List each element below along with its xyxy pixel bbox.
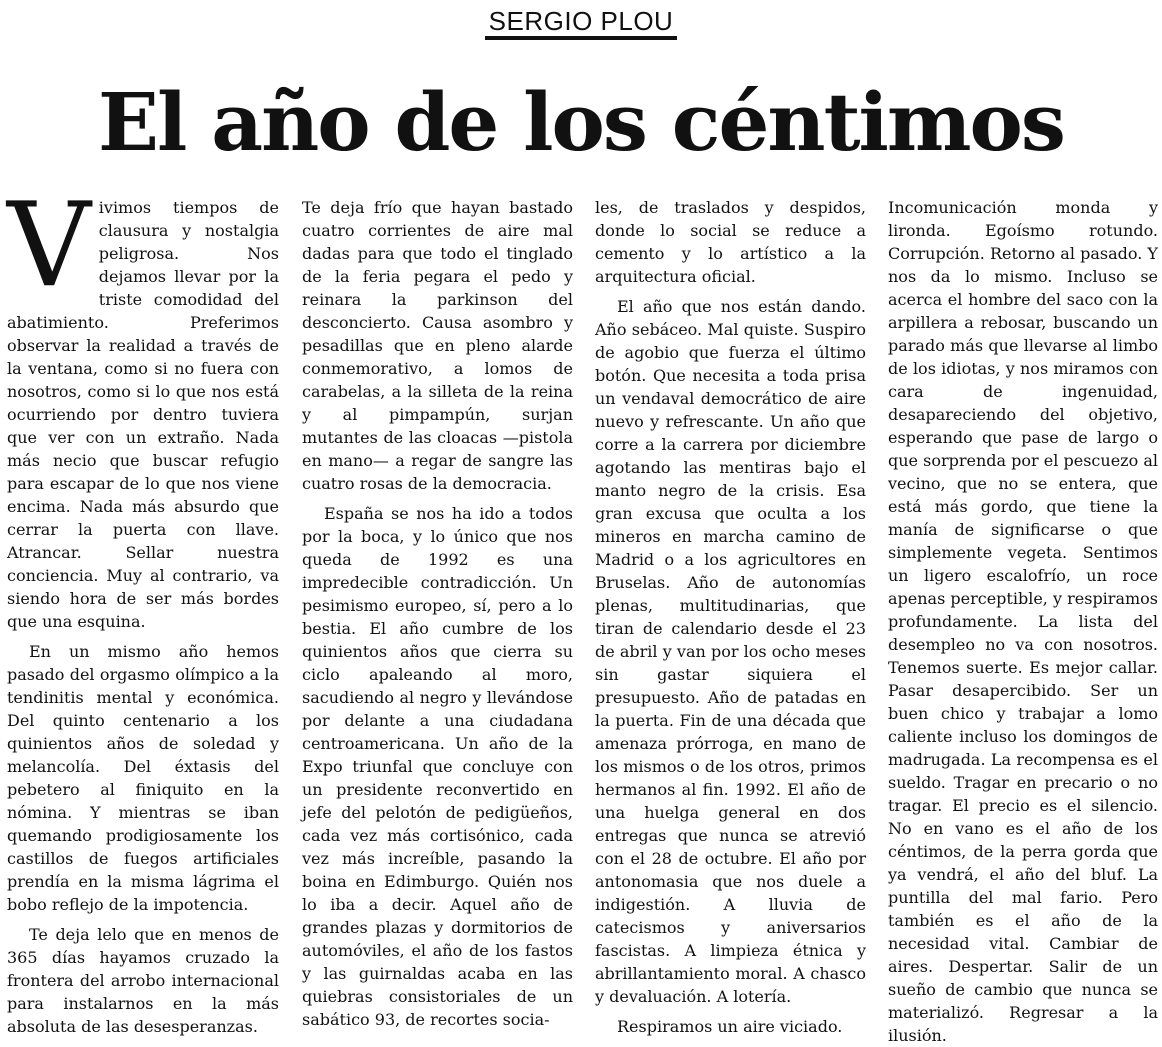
article-column-2 bbox=[302, 196, 573, 1029]
paragraph: les, de traslados y despidos, donde lo social se reduce a cemento y lo artístico a la arquitectura oficial. bbox=[595, 198, 866, 286]
paragraph: Incomunicación monda y lironda. Egoísmo rotundo. Corrupción. Retorno al pasado. Y nos da lo mismo. Incluso se acerca el hombre del saco con la arpillera a rebosar, buscando un parado más que llevarse al limbo de los idiotas, y nos miramos con cara de ingenuidad, desapareciendo del objetivo, esperando que pase de largo o que sorprenda por el pescuezo al vecino, que no se entera, que está más gordo, que tiene la manía de significarse o que simplemente vegeta. Sentimos un ligero escalofrío, un roce apenas perceptible, y respiramos profundamente. La lista del desempleo no va con nosotros. Tenemos suerte. Es mejor callar. Pasar desapercibido. Ser un buen chico y trabajar a lomo caliente incluso los domingos de madrugada. La recompensa es el sueldo. Tragar en precario o no tragar. El precio es el silencio. No en vano es el año de los céntimos, de la perra gorda que ya vendrá, el año del bluf. La puntilla del mal fario. Pero también es el año de la necesidad vital. Cambiar de aires. Despertar. Salir de un sueño de cambio que nunca se materializó. Regresar a la ilusión. bbox=[888, 198, 1158, 1045]
byline-container bbox=[0, 0, 1162, 40]
article-column-3 bbox=[595, 196, 866, 1036]
paragraph: España se nos ha ido a todos por la boca, y lo único que nos queda de 1992 es una impredecible contradicción. Un pesimismo europeo, sí, pero a lo bestia. El año cumbre de los quinientos años que cierra su ciclo apaleando al moro, sacudiendo al negro y llevándose por delante a una ciudadana centroamericana. Un año de la Expo triunfal que concluye con un presidente reconvertido en jefe del pelotón de pedigüeños, cada vez más cortisónico, cada vez más increíble, pasando la boina en Edimburgo. Quién nos lo iba a decir. Aquel año de grandes plazas y dormitorios de automóviles, el año de los fastos y las guirnaldas acaba en las quiebras consistoriales de un sabático 93, de recortes socia- bbox=[302, 504, 573, 1029]
paragraph: En un mismo año hemos pasado del orgasmo olímpico a la tendinitis mental y económica. Del quinto centenario a los quinientos años de soledad y melancolía. Del éxtasis del pebetero al finiquito en la nómina. Y mientras se iban quemando prodigiosamente los castillos de fuegos artificiales prendía en la misma lágrima el bobo reflejo de la impotencia. bbox=[7, 642, 279, 914]
article-column-4 bbox=[888, 196, 1158, 1045]
paragraph: Te deja frío que hayan bastado cuatro corrientes de aire mal dadas para que todo el tinglado de la feria pegara el pedo y reinara la parkinson del desconcierto. Causa asombro y pesadillas que en pleno alarde conmemorativo, a lomos de carabelas, a la silleta de la reina y al pimpampún, surjan mutantes de las cloacas —pistola en mano— a regar de sangre las cuatro rosas de la democracia. bbox=[302, 198, 573, 493]
paragraph: El año que nos están dando. Año sebáceo. Mal quiste. Suspiro de agobio que fuerza el último botón. Que necesita a toda prisa un vendaval democrático de aire nuevo y refrescante. Un año que corre a la carrera por diciembre agotando las mentiras bajo el manto negro de la crisis. Esa gran excusa que oculta a los mineros en marcha camino de Madrid o a los agricultores en Bruselas. Año de autonomías plenas, multitudinarias, que tiran de calendario desde el 23 de abril y van por los ocho meses sin gastar siquiera el presupuesto. Año de patadas en la puerta. Fin de una década que amenaza prórroga, en mano de los mismos o de los otros, primos hermanos al fin. 1992. El año de una huelga general en dos entregas que nunca se atrevió con el 28 de octubre. El año por antonomasia que nos duele a indigestión. A lluvia de catecismos y aniversarios fascistas. A limpieza étnica y abrillantamiento moral. A chasco y devaluación. A lotería. bbox=[595, 297, 866, 1006]
paragraph: ivimos tiempos de clausura y nostalgia peligrosa. Nos dejamos llevar por la triste comodidad del abatimiento. Preferimos observar la realidad a través de la ventana, como si no fuera con nosotros, como si lo que nos está ocurriendo por dentro tuviera que ver con un extraño. Nada más necio que buscar refugio para escapar de lo que nos viene encima. Nada más absurdo que cerrar la puerta con llave. Atrancar. Sellar nuestra conciencia. Muy al contrario, va siendo hora de ser más bordes que una esquina. bbox=[7, 198, 279, 631]
author-byline: SERGIO PLOU bbox=[485, 6, 678, 40]
drop-cap: V bbox=[7, 178, 91, 313]
article-headline: El año de los céntimos bbox=[98, 75, 1064, 169]
article-column-1 bbox=[7, 178, 279, 1036]
paragraph: Respiramos un aire viciado. bbox=[617, 1017, 843, 1036]
paragraph: Te deja lelo que en menos de 365 días hayamos cruzado la frontera del arrobo internacional para instalarnos en la más absoluta de las desesperanzas. bbox=[7, 925, 279, 1036]
